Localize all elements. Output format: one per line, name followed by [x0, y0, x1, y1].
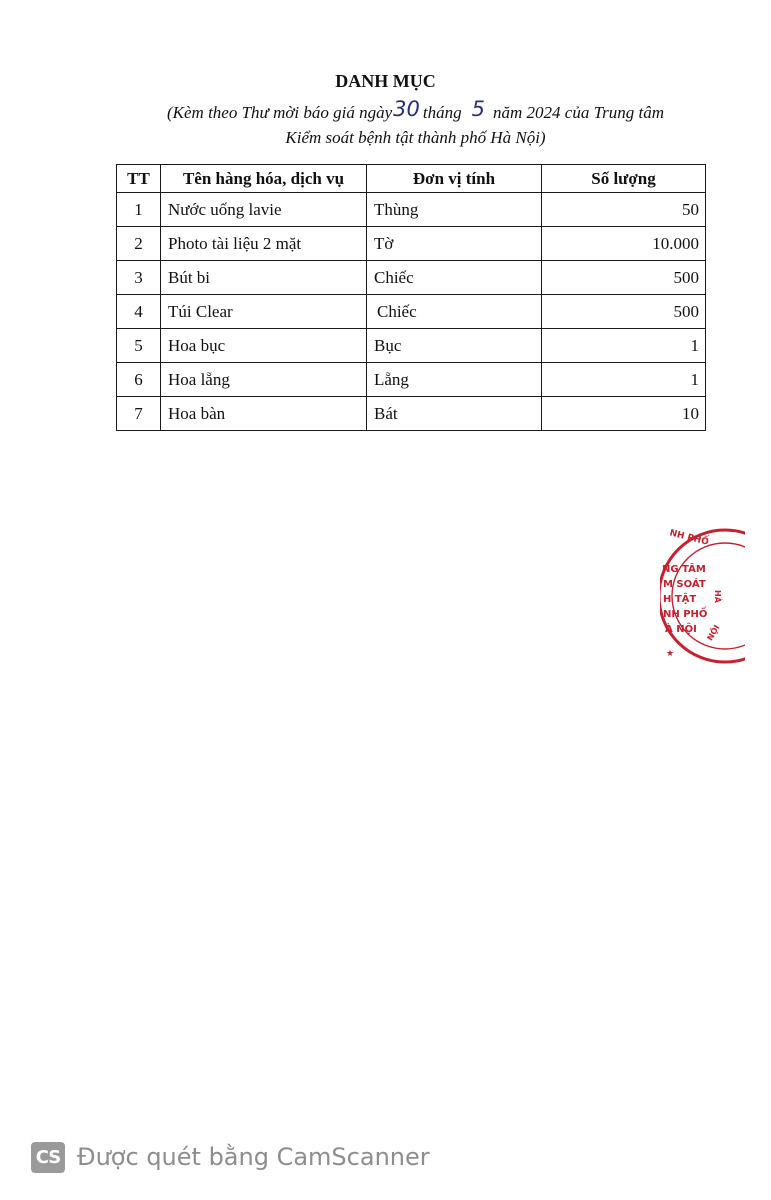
subtitle-prefix: (Kèm theo Thư mời báo giá ngày	[167, 103, 393, 122]
header-name: Tên hàng hóa, dịch vụ	[161, 165, 367, 193]
header-unit: Đơn vị tính	[367, 165, 542, 193]
official-stamp	[605, 520, 745, 670]
stamp-line: NG TÂM	[662, 564, 706, 575]
cell-unit: Bục	[367, 329, 542, 363]
handwritten-day: 30	[393, 97, 420, 121]
cell-unit: Lẵng	[367, 363, 542, 397]
cell-name: Hoa bàn	[161, 397, 367, 431]
cell-qty: 500	[542, 295, 706, 329]
cell-unit: Tờ	[367, 227, 542, 261]
cell-name: Photo tài liệu 2 mặt	[161, 227, 367, 261]
stamp-line: À NỘI	[665, 624, 697, 635]
stamp-bottom-text: NỘI	[705, 623, 722, 643]
header-qty: Số lượng	[542, 165, 706, 193]
cell-unit: Chiếc	[367, 295, 542, 329]
table-row	[117, 363, 706, 397]
camscanner-watermark	[31, 1138, 430, 1176]
cell-qty: 10	[542, 397, 706, 431]
cell-qty: 1	[542, 363, 706, 397]
table-row	[117, 329, 706, 363]
cell-qty: 10.000	[542, 227, 706, 261]
camscanner-logo-icon: CS	[31, 1142, 65, 1173]
table-row	[117, 261, 706, 295]
document-title: DANH MỤC	[335, 71, 436, 91]
cell-unit: Bát	[367, 397, 542, 431]
subtitle-month-label: tháng	[422, 103, 462, 122]
stamp-top-text: NH PHỐ	[668, 528, 710, 548]
header-tt: TT	[117, 165, 161, 193]
cell-qty: 1	[542, 329, 706, 363]
cell-unit: Chiếc	[367, 261, 542, 295]
table-row	[117, 397, 706, 431]
cell-name: Hoa lẵng	[161, 363, 367, 397]
watermark-text: Được quét bằng CamScanner	[77, 1143, 430, 1171]
subtitle-line-2: Kiểm soát bệnh tật thành phố Hà Nội)	[285, 128, 546, 147]
cell-tt: 7	[117, 397, 161, 431]
cell-name: Hoa bục	[161, 329, 367, 363]
cell-unit: Thùng	[367, 193, 542, 227]
cell-tt: 6	[117, 363, 161, 397]
subtitle-line-1	[0, 97, 771, 122]
cell-tt: 3	[117, 261, 161, 295]
table-header-row	[117, 165, 706, 193]
stamp-line: M SOÁT	[663, 579, 706, 590]
table-row	[117, 193, 706, 227]
subtitle-suffix: năm 2024 của Trung tâm	[493, 103, 664, 122]
table-row	[117, 295, 706, 329]
cell-qty: 50	[542, 193, 706, 227]
table-row	[117, 227, 706, 261]
stamp-line: H TẬT	[663, 594, 697, 605]
cell-tt: 1	[117, 193, 161, 227]
cell-name: Bút bi	[161, 261, 367, 295]
handwritten-month: 5	[471, 97, 486, 121]
cell-name: Túi Clear	[161, 295, 367, 329]
cell-tt: 5	[117, 329, 161, 363]
cell-name: Nước uống lavie	[161, 193, 367, 227]
stamp-star-icon: ★	[666, 649, 675, 659]
stamp-line: NH PHỐ	[663, 609, 708, 620]
cell-tt: 4	[117, 295, 161, 329]
cell-qty: 500	[542, 261, 706, 295]
stamp-side-text: HÀ	[713, 590, 722, 603]
cell-tt: 2	[117, 227, 161, 261]
items-table	[116, 164, 706, 431]
